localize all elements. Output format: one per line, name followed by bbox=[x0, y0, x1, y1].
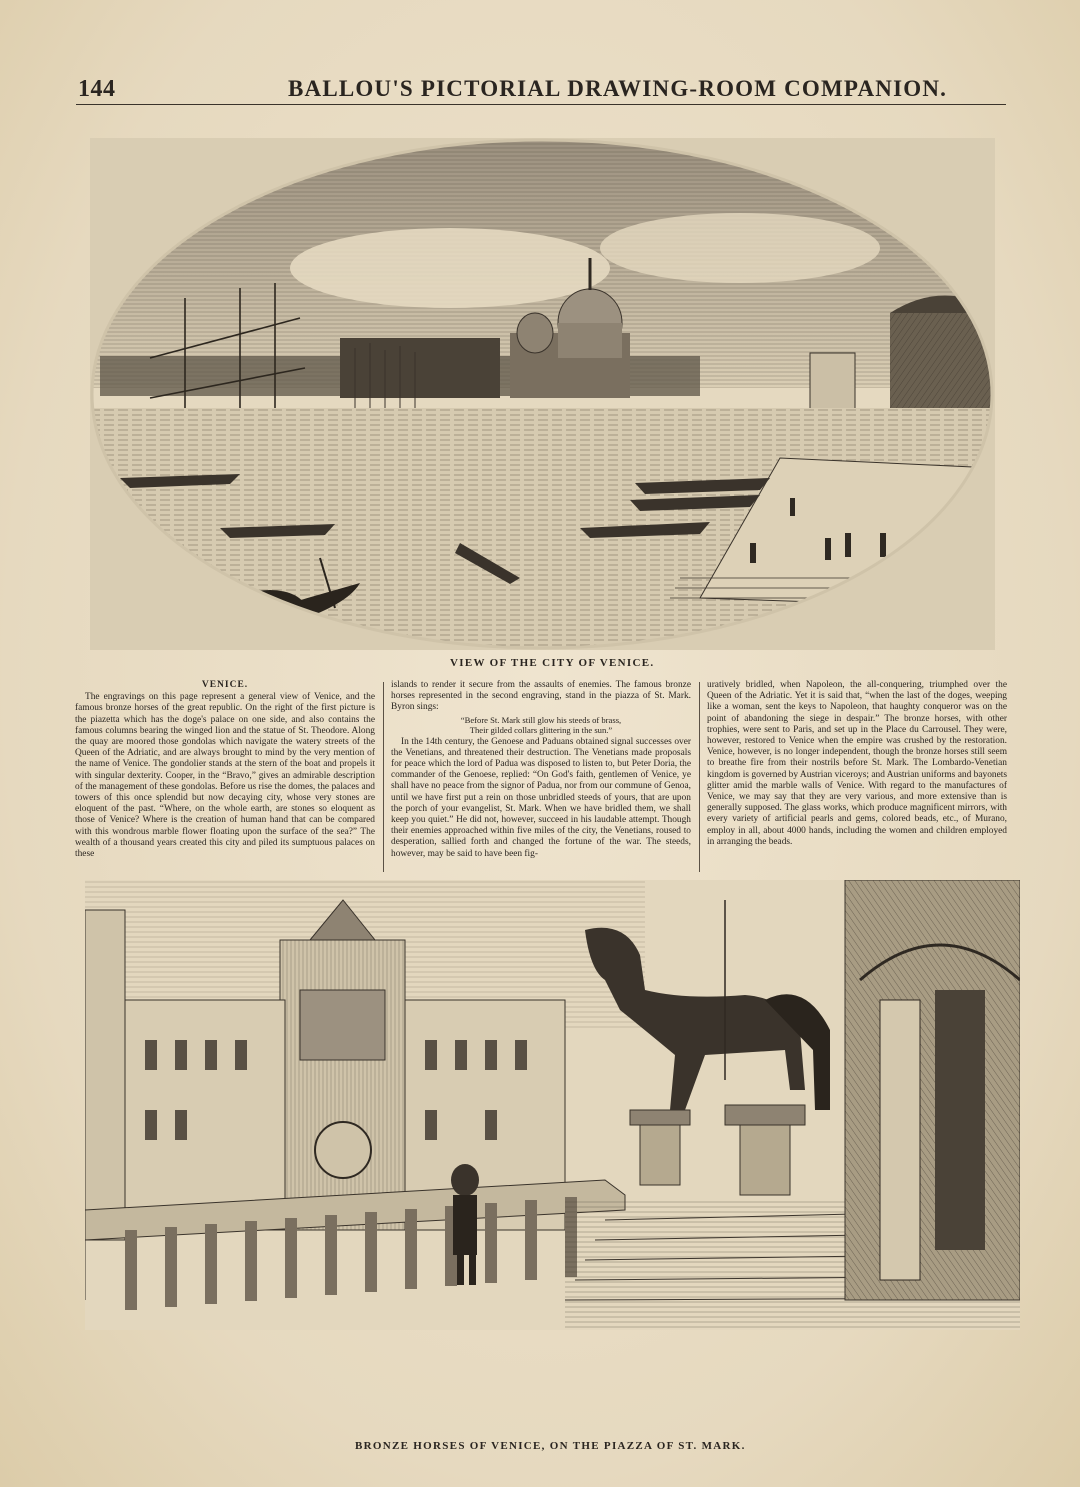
article-column-1 bbox=[75, 680, 375, 875]
article-paragraph: The engravings on this page represent a general view of Venice, and the famous bronze horses of the great republic. On the right of the first picture is the piazetta which has the doge's palace on one side, and also contains the famous columns bearing the winged lion and the statue of St. Theodore. Along the quay are moored those gondolas which navigate the watery streets of the Queen of the Adriatic, and are always brought to mind by the very mention of the name of Venice. The gondolier stands at the stern of the boat and propels it with singular dexterity. Cooper, in the “Bravo,” gives an admirable description of the management of these gondolas. Before us rise the domes, the palaces and towers of this once splendid but now decaying city, whose very stones are eloquent of the past. “Where, on the whole earth, are stones so eloquent as those of Venice? Where is the creation of human hand that can be compared with this wondrous marble flower floating upon the surface of the sea?” The wealth of a thousand years created this city and piled its sumptuous palaces on these bbox=[75, 692, 375, 860]
bronze-horses-engraving bbox=[85, 880, 1020, 1330]
article-paragraph: islands to render it secure from the assaults of enemies. The famous bronze horses represented in the second engraving, stand in the piazza of St. Mark. Byron sings: bbox=[391, 680, 691, 713]
article-paragraph: uratively bridled, when Napoleon, the all-conquering, triumphed over the Queen of the Adriatic. Yet it is said that, “when the last of the doges, weeping like a woman, sent the keys to Napoleon, that haughty conqueror was on the point of abandoning the siege in despair.” The bronze horses, with other trophies, were sent to Paris, and set up in the Place du Carrousel. They were, however, restored to Venice when the empire was crushed by the restoration. Venice, however, is no longer independent, though the bronze horses still seem to breathe fire from their nostrils before St. Mark. The Lombardo-Venetian kingdom is governed by Austrian viceroys; and Austrian uniforms and bayonets glitter amid the marble walls of Venice. With regard to the manufactures of Venice, we may say that they are very various, and more extensive than is generally supposed. The glass works, which produce magnificent mirrors, with every variety of artificial pearls and gems, colored beads, etc., of Murano, employ in all, about 4000 hands, including the women and children employed in arranging the beads. bbox=[707, 680, 1007, 847]
article-title: VENICE. bbox=[201, 680, 249, 690]
header-rule bbox=[76, 104, 1006, 105]
article-paragraph: In the 14th century, the Genoese and Paduans obtained signal successes over the Venetians, and threatened their destruction. The Venetians made proposals for peace which the lord of Padua was disposed to listen to, but Peter Doria, the commander of the Genoese, replied: “On God's faith, gentlemen of Venice, ye shall have no peace from the signor of Padua, nor from our commune of Genoa, until we have first put a rein on those unbridled steeds of yours, that are upon the porch of your evangelist, St. Mark. When we have bridled them, we shall keep you quiet.” He did not, however, succeed in his laudable attempt. Though their enemies approached within five miles of the city, the Venetians, roused to desperation, sallied forth and changed the fortune of the war. The steeds, however, may be said to have been fig- bbox=[391, 736, 691, 859]
column-divider bbox=[383, 682, 384, 872]
venice-city-engraving bbox=[90, 138, 995, 650]
verse-line: “Before St. Mark still glow his steeds of brass, bbox=[460, 714, 622, 725]
article-column-2 bbox=[391, 680, 691, 875]
publication-title: BALLOU'S PICTORIAL DRAWING-ROOM COMPANION. bbox=[288, 76, 948, 101]
top-figure-caption: VIEW OF THE CITY OF VENICE. bbox=[450, 657, 655, 669]
bottom-figure-caption: BRONZE HORSES OF VENICE, ON THE PIAZZA OF ST. MARK. bbox=[355, 1440, 746, 1452]
page-number: 144 bbox=[78, 76, 116, 102]
verse-line: Their gilded collars glittering in the sun.” bbox=[469, 724, 613, 735]
column-divider bbox=[699, 682, 700, 872]
venice-article bbox=[75, 680, 1007, 875]
article-column-3 bbox=[707, 680, 1007, 875]
